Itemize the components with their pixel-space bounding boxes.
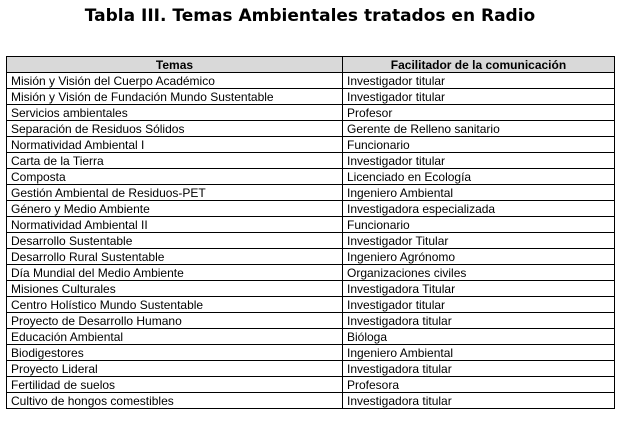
- facilitator-cell: Funcionario: [343, 137, 615, 153]
- facilitator-cell: Investigadora especializada: [343, 201, 615, 217]
- facilitator-cell: Organizaciones civiles: [343, 265, 615, 281]
- topic-cell: Carta de la Tierra: [7, 153, 343, 169]
- table-row: [7, 233, 615, 249]
- facilitator-cell: Investigador Titular: [343, 233, 615, 249]
- facilitator-cell: Investigadora titular: [343, 361, 615, 377]
- column-header-topics: Temas: [7, 57, 343, 73]
- table-row: [7, 297, 615, 313]
- facilitator-cell: Bióloga: [343, 329, 615, 345]
- facilitator-cell: Investigadora titular: [343, 313, 615, 329]
- facilitator-cell: Gerente de Relleno sanitario: [343, 121, 615, 137]
- topic-cell: Misiones Culturales: [7, 281, 343, 297]
- table-header-row: [7, 57, 615, 73]
- topic-cell: Biodigestores: [7, 345, 343, 361]
- facilitator-cell: Profesor: [343, 105, 615, 121]
- table-row: [7, 217, 615, 233]
- facilitator-cell: Funcionario: [343, 217, 615, 233]
- facilitator-cell: Investigadora titular: [343, 393, 615, 409]
- table-row: [7, 137, 615, 153]
- topic-cell: Educación Ambiental: [7, 329, 343, 345]
- topic-cell: Normatividad Ambiental II: [7, 217, 343, 233]
- topic-cell: Servicios ambientales: [7, 105, 343, 121]
- topic-cell: Centro Holístico Mundo Sustentable: [7, 297, 343, 313]
- table-row: [7, 393, 615, 409]
- topics-table: [6, 56, 615, 409]
- facilitator-cell: Ingeniero Ambiental: [343, 185, 615, 201]
- table-row: [7, 105, 615, 121]
- column-header-facilitator: Facilitador de la comunicación: [343, 57, 615, 73]
- topic-cell: Misión y Visión de Fundación Mundo Sustentable: [7, 89, 343, 105]
- facilitator-cell: Profesora: [343, 377, 615, 393]
- facilitator-cell: Investigador titular: [343, 73, 615, 89]
- topic-cell: Misión y Visión del Cuerpo Académico: [7, 73, 343, 89]
- table-row: [7, 329, 615, 345]
- table-row: [7, 345, 615, 361]
- table-row: [7, 361, 615, 377]
- topic-cell: Gestión Ambiental de Residuos-PET: [7, 185, 343, 201]
- facilitator-cell: Investigador titular: [343, 153, 615, 169]
- topic-cell: Día Mundial del Medio Ambiente: [7, 265, 343, 281]
- topic-cell: Proyecto Lideral: [7, 361, 343, 377]
- table-row: [7, 281, 615, 297]
- facilitator-cell: Ingeniero Agrónomo: [343, 249, 615, 265]
- facilitator-cell: Investigador titular: [343, 89, 615, 105]
- facilitator-cell: Ingeniero Ambiental: [343, 345, 615, 361]
- table-row: [7, 313, 615, 329]
- facilitator-cell: Investigadora Titular: [343, 281, 615, 297]
- topic-cell: Separación de Residuos Sólidos: [7, 121, 343, 137]
- table-row: [7, 153, 615, 169]
- topic-cell: Desarrollo Sustentable: [7, 233, 343, 249]
- table-row: [7, 249, 615, 265]
- facilitator-cell: Investigador titular: [343, 297, 615, 313]
- table-caption: Tabla III. Temas Ambientales tratados en Radio: [84, 6, 536, 26]
- topic-cell: Género y Medio Ambiente: [7, 201, 343, 217]
- table-row: [7, 89, 615, 105]
- topic-cell: Composta: [7, 169, 343, 185]
- table-row: [7, 265, 615, 281]
- table-row: [7, 377, 615, 393]
- topic-cell: Normatividad Ambiental I: [7, 137, 343, 153]
- table-row: [7, 121, 615, 137]
- table-body: [7, 73, 615, 409]
- table-row: [7, 185, 615, 201]
- table-row: [7, 73, 615, 89]
- facilitator-cell: Licenciado en Ecología: [343, 169, 615, 185]
- table-row: [7, 169, 615, 185]
- topic-cell: Desarrollo Rural Sustentable: [7, 249, 343, 265]
- topic-cell: Cultivo de hongos comestibles: [7, 393, 343, 409]
- topic-cell: Fertilidad de suelos: [7, 377, 343, 393]
- topic-cell: Proyecto de Desarrollo Humano: [7, 313, 343, 329]
- table-row: [7, 201, 615, 217]
